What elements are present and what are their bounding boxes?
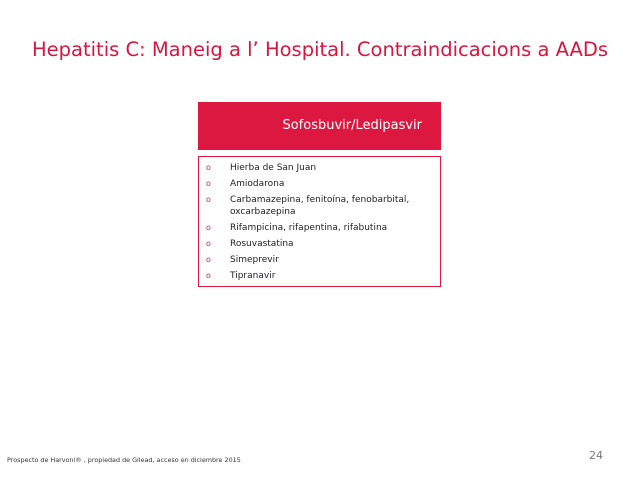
contraindication-item: o Rosuvastatina (206, 239, 294, 249)
contraindications-box (198, 156, 441, 287)
bullet-circle-icon: o (206, 239, 211, 248)
contraindication-item: o Hierba de San Juan (206, 163, 317, 173)
contraindication-item: o Tipranavir (206, 271, 276, 281)
bullet-circle-icon: o (206, 271, 211, 280)
drug-name-header: Sofosbuvir/Ledipasvir (198, 102, 441, 150)
bullet-circle-icon: o (206, 195, 211, 204)
page-number: 24 (589, 449, 603, 462)
bullet-circle-icon: o (206, 163, 211, 172)
bullet-circle-icon: o (206, 179, 211, 188)
contraindication-item: o Simeprevir (206, 255, 279, 265)
slide-title: Hepatitis C: Maneig a l’ Hospital. Contraindicacions a AADs (32, 38, 608, 61)
contraindication-item: o Amiodarona (206, 179, 285, 189)
contraindications-list (206, 162, 434, 282)
bullet-circle-icon: o (206, 255, 211, 264)
contraindication-item: o Carbamazepina, fenitoína, fenobarbital, oxcarbazepina (206, 195, 410, 217)
source-footnote: Prospecto de Harvoni® , propiedad de Gilead, acceso en diciembre 2015 (7, 456, 241, 464)
bullet-circle-icon: o (206, 223, 211, 232)
contraindication-item: o Rifampicina, rifapentina, rifabutina (206, 223, 388, 233)
